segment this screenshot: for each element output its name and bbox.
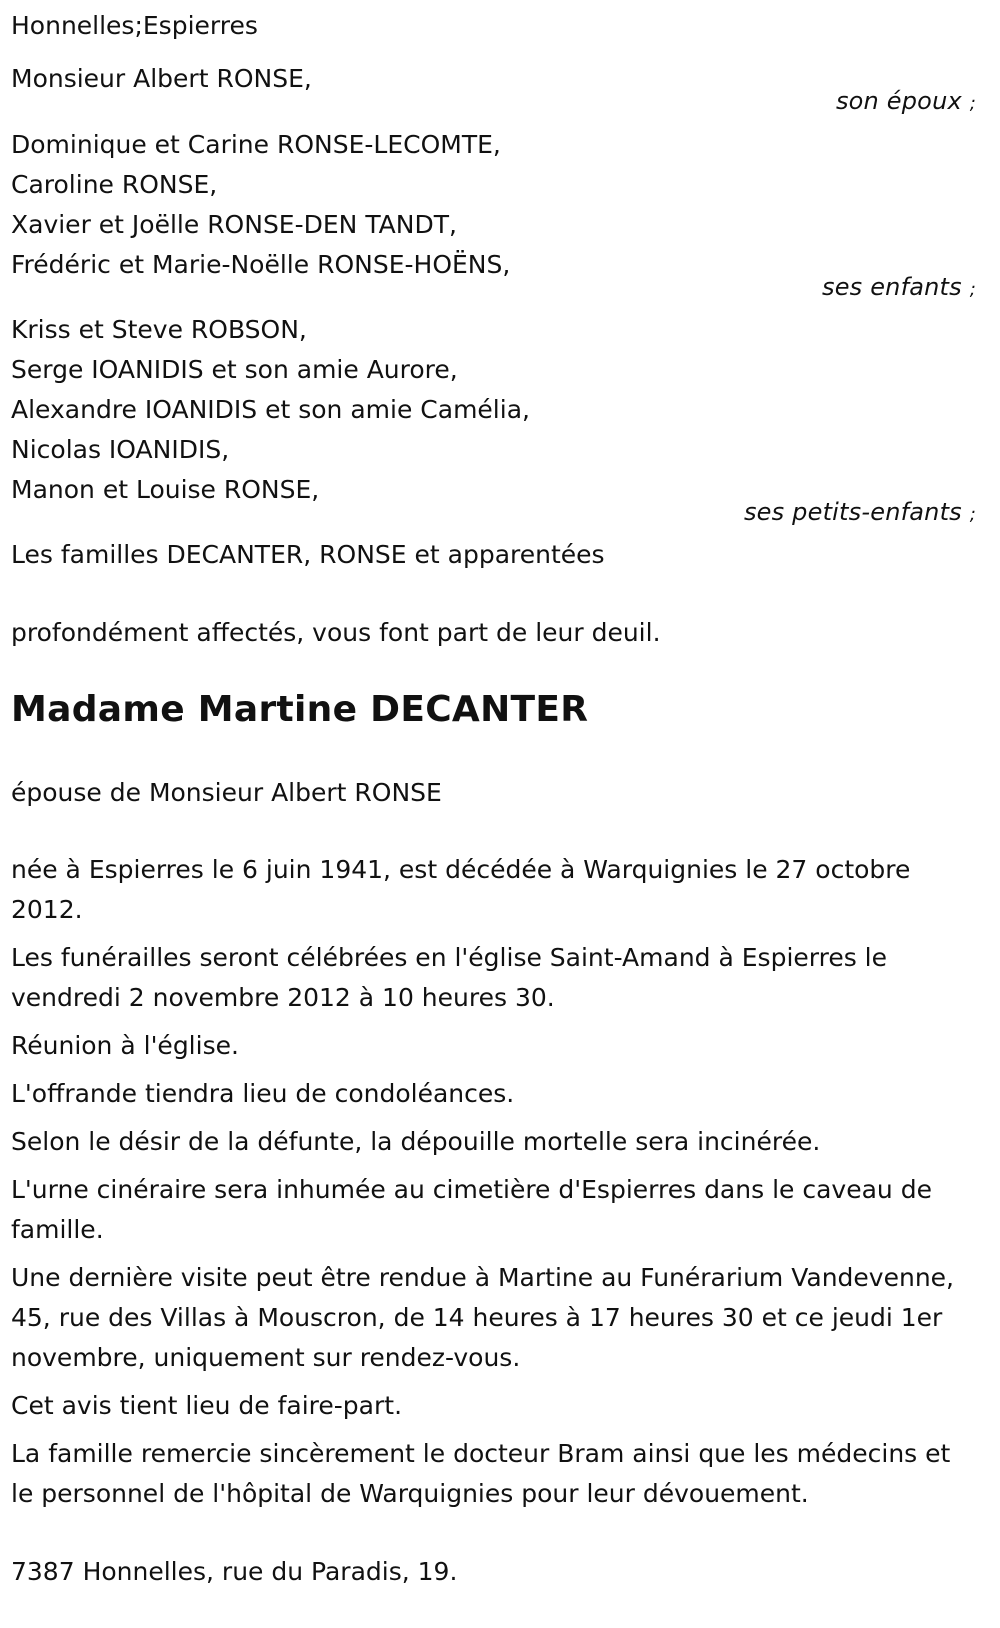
spouse-name: Monsieur Albert RONSE,: [11, 64, 312, 93]
notice-paragraph: Cet avis tient lieu de faire-part.: [11, 1391, 403, 1420]
families-line: Les familles DECANTER, RONSE et apparentées: [11, 540, 605, 569]
grandchild-name: Manon et Louise RONSE,: [11, 475, 320, 504]
spouse-role-sep: ;: [969, 93, 976, 114]
details-section: [11, 850, 976, 1514]
children-list: [11, 125, 976, 285]
birth-death-paragraph: née à Espierres le 6 juin 1941, est décédée à Warquignies le 27 octobre 2012.: [11, 855, 911, 924]
offering-paragraph: L'offrande tiendra lieu de condoléances.: [11, 1079, 515, 1108]
funeral-paragraph: Les funérailles seront célébrées en l'église Saint-Amand à Espierres le vendredi 2 novembre 2012 à 10 heures 30.: [11, 943, 888, 1012]
children-role-sep: ;: [969, 279, 976, 300]
thanks-paragraph: La famille remercie sincèrement le docteur Bram ainsi que les médecins et le personnel de l'hôpital de Warquignies pour leur dévouement.: [11, 1439, 951, 1508]
cremation-paragraph: Selon le désir de la défunte, la dépouille mortelle sera incinérée.: [11, 1127, 821, 1156]
child-name: Frédéric et Marie-Noëlle RONSE-HOËNS,: [11, 250, 511, 279]
child-name: Dominique et Carine RONSE-LECOMTE,: [11, 130, 501, 159]
grandchildren-role-label: ses petits-enfants: [743, 498, 962, 526]
announcement-line: profondément affectés, vous font part de leur deuil.: [11, 618, 661, 647]
spouse-role-label: son époux: [835, 87, 962, 115]
address-line: 7387 Honnelles, rue du Paradis, 19.: [11, 1557, 458, 1586]
deceased-name: Madame Martine DECANTER: [11, 689, 589, 730]
grandchildren-role-sep: ;: [969, 504, 976, 525]
urn-paragraph: L'urne cinéraire sera inhumée au cimetière d'Espierres dans le caveau de famille.: [11, 1175, 932, 1244]
grandchild-name: Nicolas IOANIDIS,: [11, 435, 230, 464]
deceased-relation: épouse de Monsieur Albert RONSE: [11, 778, 442, 807]
child-name: Caroline RONSE,: [11, 170, 218, 199]
children-role-label: ses enfants: [822, 273, 962, 301]
grandchild-name: Serge IOANIDIS et son amie Aurore,: [11, 355, 458, 384]
grandchildren-list: [11, 310, 976, 510]
visit-paragraph: Une dernière visite peut être rendue à Martine au Funérarium Vandevenne, 45, rue des Villas à Mouscron, de 14 heures à 17 heures 30 et ce jeudi 1er novembre, uniquement sur rendez-vous.: [11, 1263, 954, 1372]
child-name: Xavier et Joëlle RONSE-DEN TANDT,: [11, 210, 457, 239]
location-header: Honnelles;Espierres: [11, 11, 258, 40]
obituary-page: [0, 6, 1000, 1628]
meeting-paragraph: Réunion à l'église.: [11, 1031, 239, 1060]
grandchild-name: Alexandre IOANIDIS et son amie Camélia,: [11, 395, 530, 424]
grandchild-name: Kriss et Steve ROBSON,: [11, 315, 307, 344]
